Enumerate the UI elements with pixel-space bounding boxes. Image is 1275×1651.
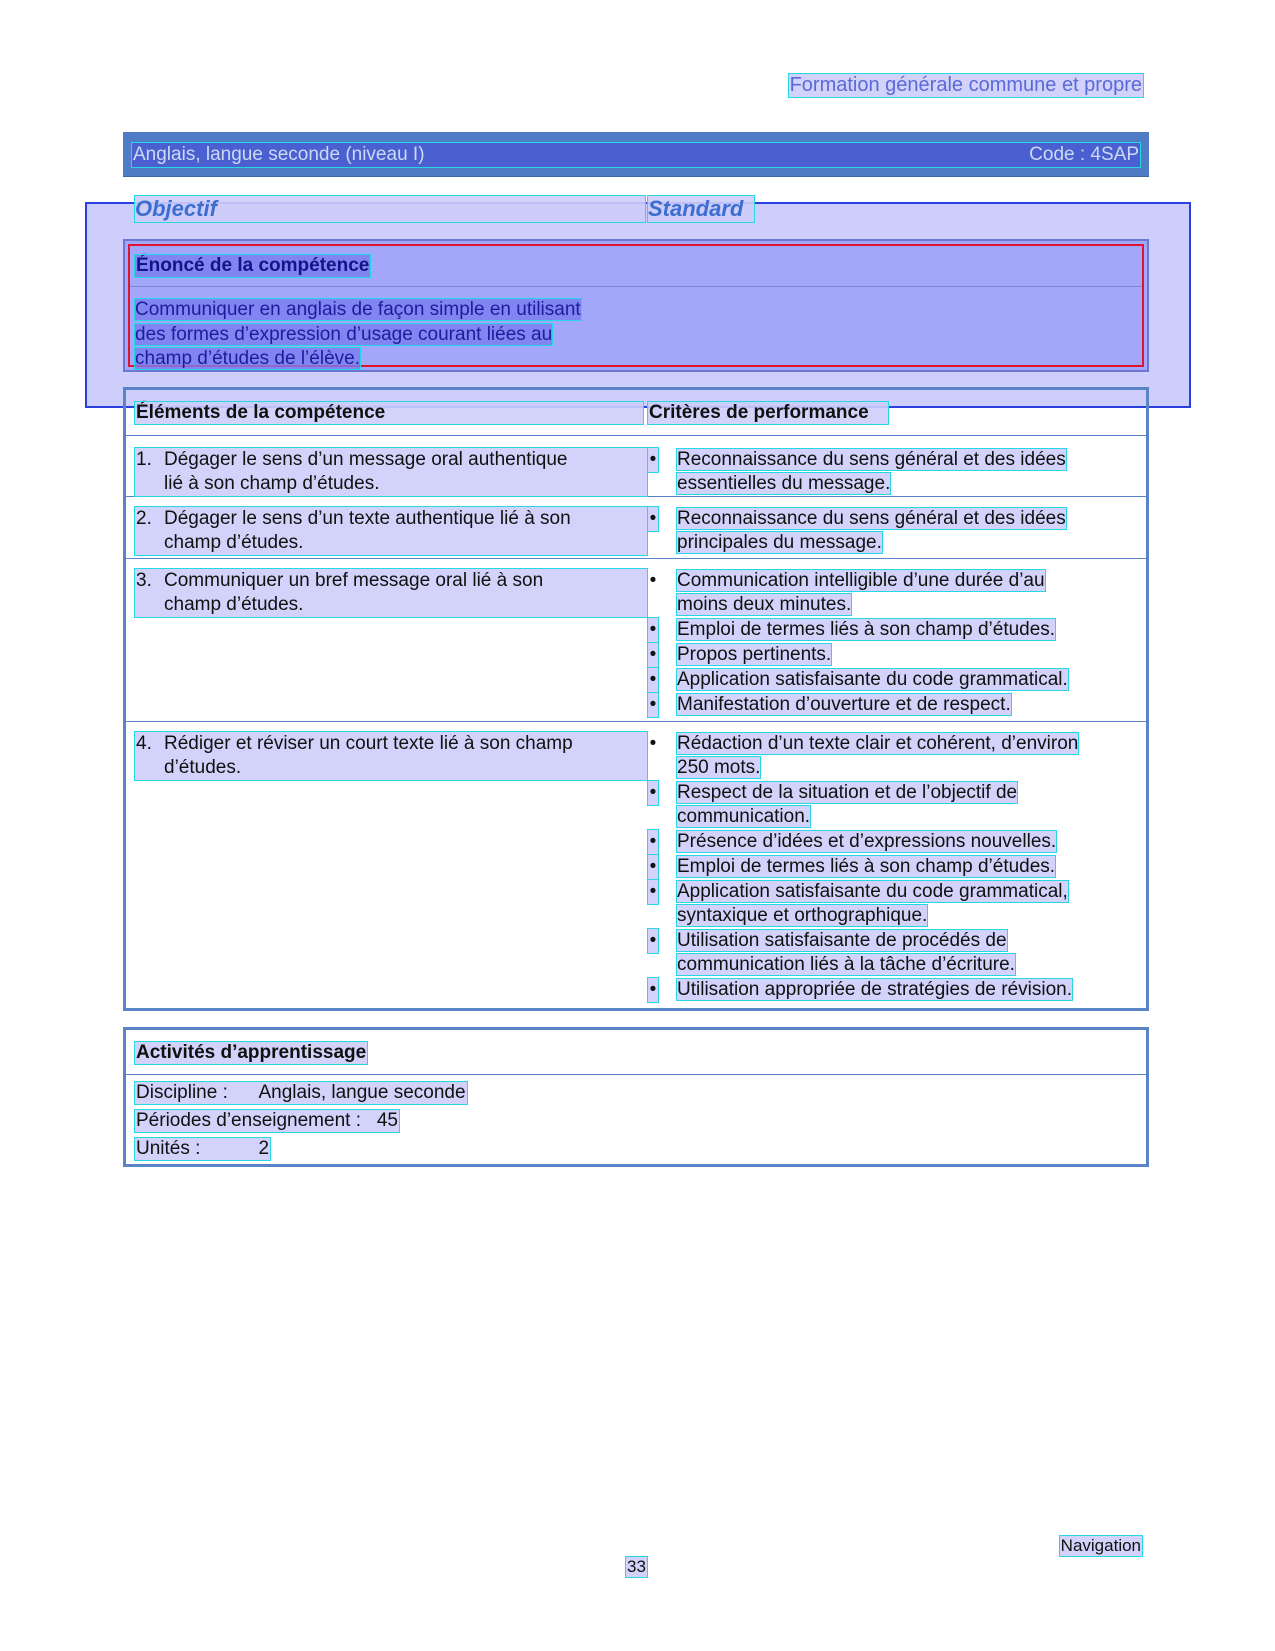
criteria-item [648, 507, 1118, 555]
bullet-icon: • [649, 856, 657, 877]
competence-heading-row [130, 246, 1142, 287]
criteria-line: Emploi de termes liés à son champ d’études. [677, 856, 1056, 877]
competence-heading: Énoncé de la compétence [136, 255, 370, 276]
competence-selected-frame [128, 244, 1144, 367]
criteria-item [648, 618, 1118, 642]
criteria-item [648, 732, 1118, 780]
element-line: d’études. [164, 757, 242, 778]
criteria-line: Respect de la situation et de l’objectif de [677, 782, 1018, 803]
bullet-icon: • [649, 881, 657, 902]
element-line: lié à son champ d’études. [164, 473, 380, 494]
criteria-line: communication. [677, 806, 811, 827]
discipline-value: Anglais, langue seconde [258, 1082, 466, 1103]
criteria-line: 250 mots. [677, 757, 761, 778]
units-row [135, 1138, 270, 1160]
element-text [135, 448, 647, 496]
criteria-item [648, 668, 1118, 692]
course-code: Code : 4SAP [1029, 144, 1139, 165]
criteria-line: Rédaction d’un texte clair et cohérent, d’environ [677, 733, 1079, 754]
bullet-icon: • [649, 930, 657, 951]
criteria-list [648, 569, 1118, 718]
criteria-item [648, 978, 1118, 1002]
bullet-icon: • [649, 449, 657, 470]
criteria-line: Utilisation satisfaisante de procédés de [677, 930, 1007, 951]
periods-value: 45 [376, 1110, 398, 1131]
element-text [135, 732, 647, 780]
criteria-item [648, 693, 1118, 717]
course-title: Anglais, langue seconde (niveau I) [133, 144, 425, 165]
element-text [135, 569, 647, 617]
element-text [135, 507, 647, 555]
criteria-line: Présence d’idées et d’expressions nouvelles. [677, 831, 1057, 852]
criteria-line: Manifestation d’ouverture et de respect. [677, 694, 1011, 715]
bullet-icon: • [649, 733, 657, 754]
criteria-list [648, 507, 1118, 556]
element-line: Dégager le sens d’un message oral authentique [164, 449, 568, 470]
criteria-item [648, 781, 1118, 829]
element-line: champ d’études. [164, 594, 304, 615]
criteria-line: Propos pertinents. [677, 644, 832, 665]
competence-line: Communiquer en anglais de façon simple en utilisant [135, 299, 581, 320]
criteria-list [648, 448, 1118, 497]
competence-statement [135, 298, 625, 372]
standard-title: Standard [648, 196, 754, 222]
element-item [135, 507, 647, 555]
periods-row [135, 1110, 399, 1132]
bullet-icon: • [649, 979, 657, 1000]
table-row [126, 497, 1146, 559]
navigation-link[interactable]: Navigation [1060, 1536, 1141, 1555]
elements-table-header [126, 390, 1146, 436]
discipline-label: Discipline : [136, 1082, 228, 1103]
criteria-item [648, 929, 1118, 977]
criteria-line: communication liés à la tâche d’écriture. [677, 954, 1015, 975]
discipline-row [135, 1082, 467, 1104]
element-number: 2. [136, 508, 152, 529]
criteria-heading: Critères de performance [648, 402, 888, 424]
competence-line: champ d’études de l’élève. [135, 348, 360, 369]
activities-heading: Activités d’apprentissage [136, 1042, 367, 1063]
criteria-line: Reconnaissance du sens général et des idées [677, 508, 1066, 529]
element-line: Dégager le sens d’un texte authentique lié à son [164, 508, 571, 529]
criteria-line: Reconnaissance du sens général et des idées [677, 449, 1066, 470]
element-item [135, 448, 647, 496]
elements-table [123, 387, 1149, 1011]
elements-heading: Éléments de la compétence [135, 402, 643, 424]
activities-heading-row [126, 1030, 1146, 1075]
bullet-icon: • [649, 831, 657, 852]
element-line: champ d’études. [164, 532, 304, 553]
criteria-line: syntaxique et orthographique. [677, 905, 928, 926]
element-number: 1. [136, 449, 152, 470]
criteria-line: Communication intelligible d’une durée d’au [677, 570, 1045, 591]
criteria-item [648, 880, 1118, 928]
criteria-item [648, 855, 1118, 879]
bullet-icon: • [649, 570, 657, 591]
criteria-line: principales du message. [677, 532, 882, 553]
criteria-line: Utilisation appropriée de stratégies de révision. [677, 979, 1072, 1000]
element-item [135, 732, 647, 780]
criteria-line: Application satisfaisante du code grammatical. [677, 669, 1068, 690]
section-title: Formation générale commune et propre [789, 74, 1142, 96]
course-header-bar [123, 132, 1149, 177]
criteria-line: Emploi de termes liés à son champ d’études. [677, 619, 1056, 640]
bullet-icon: • [649, 782, 657, 803]
table-row [126, 722, 1146, 1006]
element-item [135, 569, 647, 617]
units-label: Unités : [136, 1138, 201, 1159]
criteria-item [648, 643, 1118, 667]
criteria-list [648, 732, 1118, 1003]
criteria-line: Application satisfaisante du code grammatical, [677, 881, 1068, 902]
element-line: Rédiger et réviser un court texte lié à son champ [164, 733, 573, 754]
bullet-icon: • [649, 694, 657, 715]
activities-box [123, 1027, 1149, 1167]
objective-title: Objectif [135, 196, 645, 222]
units-value: 2 [258, 1138, 270, 1159]
competence-statement-box [123, 239, 1149, 372]
criteria-item [648, 830, 1118, 854]
course-header-content [132, 143, 1140, 167]
bullet-icon: • [649, 669, 657, 690]
table-row [126, 436, 1146, 497]
criteria-line: moins deux minutes. [677, 594, 852, 615]
periods-label: Périodes d’enseignement : [136, 1110, 361, 1131]
element-number: 3. [136, 570, 152, 591]
element-number: 4. [136, 733, 152, 754]
bullet-icon: • [649, 508, 657, 529]
criteria-item [648, 448, 1118, 496]
element-line: Communiquer un bref message oral lié à son [164, 570, 544, 591]
bullet-icon: • [649, 644, 657, 665]
criteria-item [648, 569, 1118, 617]
criteria-line: essentielles du message. [677, 473, 891, 494]
page-number: 33 [627, 1557, 646, 1576]
bullet-icon: • [649, 619, 657, 640]
competence-line: des formes d’expression d’usage courant liées au [135, 323, 553, 345]
table-row [126, 559, 1146, 722]
